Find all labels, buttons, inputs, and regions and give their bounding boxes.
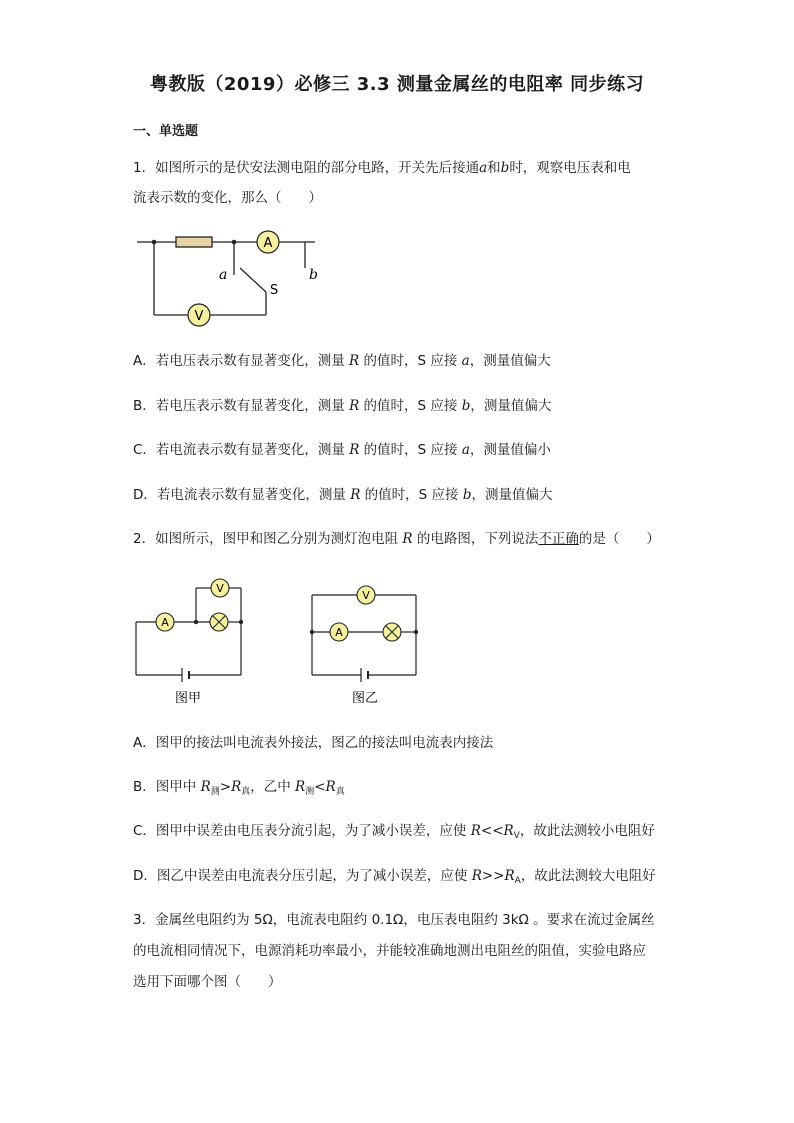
q2-stem: 2．如图所示，图甲和图乙分别为测灯泡电阻 R 的电路图，下列说法不正确的是（ ）	[133, 531, 660, 547]
svg-text:V: V	[216, 582, 224, 595]
svg-text:A: A	[161, 616, 169, 629]
svg-text:A: A	[335, 626, 343, 639]
section-heading: 一、单选题	[133, 124, 199, 139]
lamp-icon	[210, 613, 228, 631]
svg-text:V: V	[194, 309, 204, 324]
q2-option-d[interactable]: D．图乙中误差由电流表分压引起，为了减小误差，应使 $R>>R_A$，故此法测较大电阻好	[133, 868, 656, 886]
q1-circuit-figure	[130, 225, 330, 330]
q1-option-c[interactable]: C．若电流表示数有显著变化，测量 R 的值时，S 应接 a，测量值偏小	[133, 442, 551, 458]
q1-option-d[interactable]: D．若电流表示数有显著变化，测量 R 的值时，S 应接 b，测量值偏大	[133, 487, 553, 503]
svg-text:V: V	[362, 589, 370, 602]
svg-text:a: a	[219, 267, 228, 283]
svg-text:A: A	[263, 236, 273, 251]
q1-stem-line1: 1．如图所示的是伏安法测电阻的部分电路，开关先后接通a和b时，观察电压表和电	[133, 160, 631, 176]
q2-circuit-figure-jia	[130, 572, 255, 712]
q3-stem-line2: 的电流相同情况下，电源消耗功率最小，并能较准确地测出电阻丝的阻值，实验电路应	[133, 943, 646, 959]
figure-caption: 图乙	[351, 691, 379, 706]
q1-stem-line2: 流表示数的变化，那么（ ）	[133, 190, 322, 206]
svg-text:S: S	[270, 283, 279, 298]
q2-option-a[interactable]: A．图甲的接法叫电流表外接法，图乙的接法叫电流表内接法	[133, 735, 494, 751]
figure-caption: 图甲	[174, 691, 202, 706]
page-title: 粤教版（2019）必修三 3.3 测量金属丝的电阻率 同步练习	[149, 74, 645, 95]
q1-option-b[interactable]: B．若电压表示数有显著变化，测量 R 的值时，S 应接 b，测量值偏大	[133, 398, 552, 414]
q3-stem-line3: 选用下面哪个图（ ）	[133, 974, 282, 990]
q1-option-a[interactable]: A．若电压表示数有显著变化，测量 R 的值时，S 应接 a，测量值偏大	[133, 353, 551, 369]
q3-stem-line1: 3．金属丝电阻约为 5Ω，电流表电阻约 0.1Ω，电压表电阻约 3kΩ 。要求在流过金属丝	[133, 912, 655, 928]
svg-text:b: b	[309, 267, 318, 283]
q2-option-b[interactable]: B．图甲中 $R_测>R_真$，乙中 $R_测<R_真$	[133, 779, 345, 797]
q2-circuit-figure-yi	[305, 580, 425, 712]
q2-option-c[interactable]: C．图甲中误差由电压表分流引起，为了减小误差，应使 $R<<R_V$，故此法测较小电阻好	[133, 823, 655, 841]
lamp-icon	[383, 623, 401, 641]
